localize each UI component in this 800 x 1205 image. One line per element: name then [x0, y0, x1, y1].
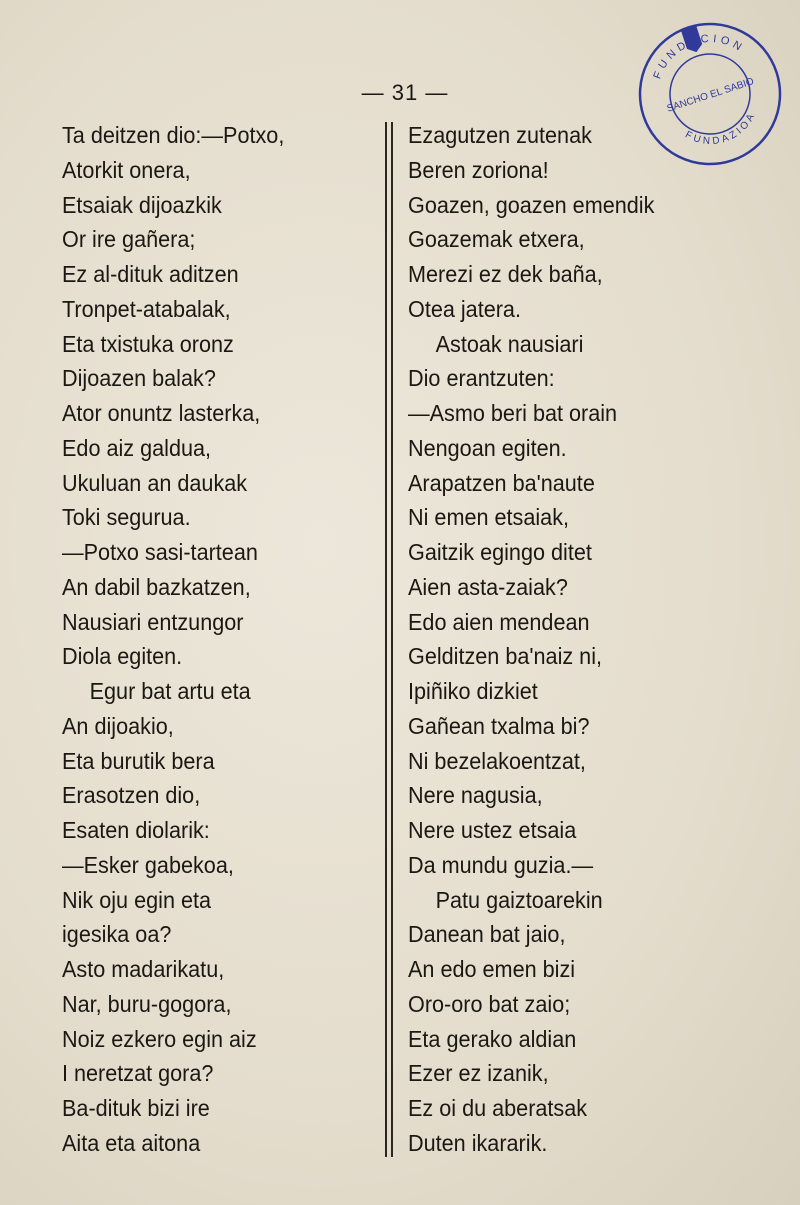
verse-line: Patu gaiztoarekin [435, 886, 603, 913]
left-column [62, 118, 392, 1161]
verse-line: Egur bat artu eta [89, 678, 251, 704]
verse-line: Da mundu guzia.— [408, 851, 594, 878]
verse-line: igesika oa? [62, 921, 172, 948]
verse-line: Dio erantzuten: [408, 365, 555, 392]
verse-line: Ipiñiko dizkiet [408, 678, 538, 704]
verse-line: Esaten diolarik: [62, 817, 210, 843]
verse-line: —Potxo sasi-tartean [62, 539, 258, 565]
stamp-text-top: FUNDACION [651, 32, 747, 81]
verse-line: Noiz ezkero egin aiz [62, 1025, 257, 1052]
verse-line: Gaitzik egingo ditet [408, 539, 592, 565]
verse-line: Dijoazen balak? [62, 365, 216, 392]
verse-line: Ni emen etsaiak, [408, 504, 570, 531]
stamp-text-bottom: FUNDAZIOA [683, 109, 759, 148]
right-column [408, 118, 748, 1161]
verse-line: Nausiari entzungor [62, 608, 244, 635]
verse-line: An edo emen bizi [408, 956, 576, 982]
verse-line: Danean bat jaio, [408, 921, 566, 948]
verse-line: Beren zoriona! [408, 156, 549, 183]
verse-line: I neretzat gora? [62, 1060, 214, 1087]
verse-line: Ta deitzen dio:—Potxo, [62, 122, 285, 148]
verse-line: Erasotzen dio, [62, 782, 201, 809]
verse-line: Ukuluan an daukak [62, 469, 248, 496]
verse-line: Eta gerako aldian [408, 1025, 577, 1052]
verse-line: —Esker gabekoa, [62, 851, 234, 878]
verse-line: Duten ikararik. [408, 1129, 548, 1156]
verse-line: Diola egiten. [62, 643, 183, 670]
verse-line: Nengoan egiten. [408, 434, 567, 461]
verse-line: Nik oju egin eta [62, 886, 212, 913]
verse-line: Eta txistuka oronz [62, 330, 234, 357]
verse-line: —Asmo beri bat orain [408, 400, 618, 426]
verse-line: Oro-oro bat zaio; [408, 990, 571, 1017]
verse-line: Goazemak etxera, [408, 226, 585, 253]
verse-line: Astoak nausiari [435, 330, 584, 357]
verse-line: An dabil bazkatzen, [62, 573, 251, 600]
verse-line: Ni bezelakoentzat, [408, 747, 586, 774]
verse-line: Aien asta-zaiak? [408, 573, 568, 600]
verse-line: Nere nagusia, [408, 782, 543, 809]
verse-line: Atorkit onera, [62, 156, 191, 183]
verse-line: Ez oi du aberatsak [408, 1095, 588, 1121]
verse-line: Edo aien mendean [408, 608, 590, 635]
verse-line: Eta burutik bera [62, 747, 215, 774]
verse-line: Gañean txalma bi? [408, 712, 590, 739]
verse-line: Ator onuntz lasterka, [62, 400, 261, 426]
verse-line: Tronpet-atabalak, [62, 295, 231, 322]
verse-line: Toki segurua. [62, 504, 191, 531]
verse-line: An dijoakio, [62, 712, 174, 739]
verse-line: Goazen, goazen emendik [408, 191, 655, 218]
verse-line: Merezi ez dek baña, [408, 261, 603, 287]
verse-line: Etsaiak dijoazkik [62, 191, 222, 218]
verse-line: Nere ustez etsaia [408, 817, 577, 843]
verse-line: Ez al-dituk aditzen [62, 261, 239, 287]
verse-line: Gelditzen ba'naiz ni, [408, 643, 603, 670]
verse-line: Or ire gañera; [62, 226, 196, 253]
stamp-text-center: SANCHO EL SABIO [665, 76, 756, 115]
page-number: — 31 — [361, 80, 449, 105]
verse-line: Otea jatera. [408, 295, 521, 322]
verse-line: Edo aiz galdua, [62, 434, 212, 461]
verse-line: Asto madarikatu, [62, 956, 225, 982]
verse-line: Ezagutzen zutenak [408, 122, 592, 148]
verse-line: Ba-dituk bizi ire [62, 1095, 210, 1121]
verse-line: Arapatzen ba'naute [408, 469, 595, 496]
verse-line: Ezer ez izanik, [408, 1060, 549, 1087]
verse-line: Aita eta aitona [62, 1129, 201, 1156]
verse-line: Nar, buru-gogora, [62, 990, 232, 1017]
